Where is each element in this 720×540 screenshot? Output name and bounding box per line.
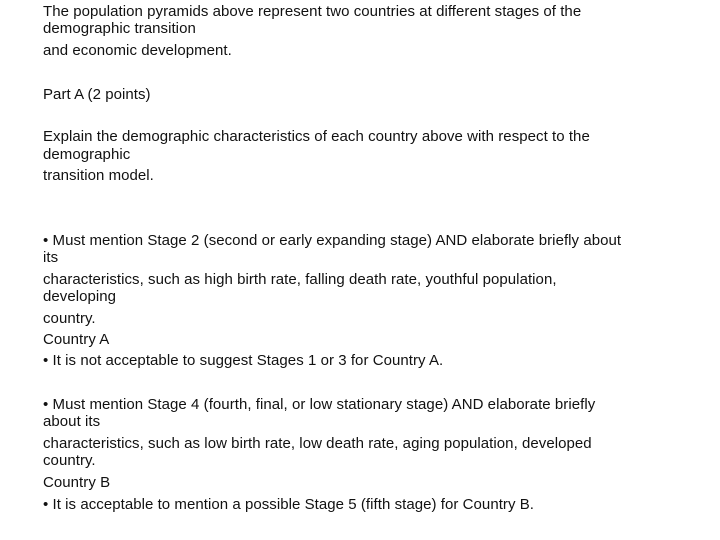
country-a-line-1: • Must mention Stage 2 (second or early expanding stage) AND elaborate briefly about <box>43 232 622 249</box>
country-b-line-5: Country B <box>43 474 111 491</box>
country-b-line-3: characteristics, such as low birth rate, low death rate, aging population, developed <box>43 435 592 452</box>
country-b-line-4: country. <box>43 452 96 469</box>
part-a-heading: Part A (2 points) <box>43 86 151 103</box>
intro-line-2: demographic transition <box>43 20 196 37</box>
country-a-line-4: developing <box>43 288 117 305</box>
country-b-line-2: about its <box>43 413 101 430</box>
country-a-line-5: country. <box>43 310 96 327</box>
country-b-line-6: • It is acceptable to mention a possible Stage 5 (fifth stage) for Country B. <box>43 496 535 513</box>
country-a-line-7: • It is not acceptable to suggest Stages 1 or 3 for Country A. <box>43 352 444 369</box>
question-line-3: transition model. <box>43 167 154 184</box>
question-line-2: demographic <box>43 146 131 163</box>
intro-line-3: and economic development. <box>43 42 232 59</box>
country-b-line-1: • Must mention Stage 4 (fourth, final, or low stationary stage) AND elaborate briefly <box>43 396 596 413</box>
country-a-line-2: its <box>43 249 59 266</box>
question-line-1: Explain the demographic characteristics of each country above with respect to the <box>43 128 590 145</box>
country-a-line-6: Country A <box>43 331 110 348</box>
intro-line-1: The population pyramids above represent two countries at different stages of the <box>43 3 582 20</box>
country-a-line-3: characteristics, such as high birth rate, falling death rate, youthful population, <box>43 271 557 288</box>
